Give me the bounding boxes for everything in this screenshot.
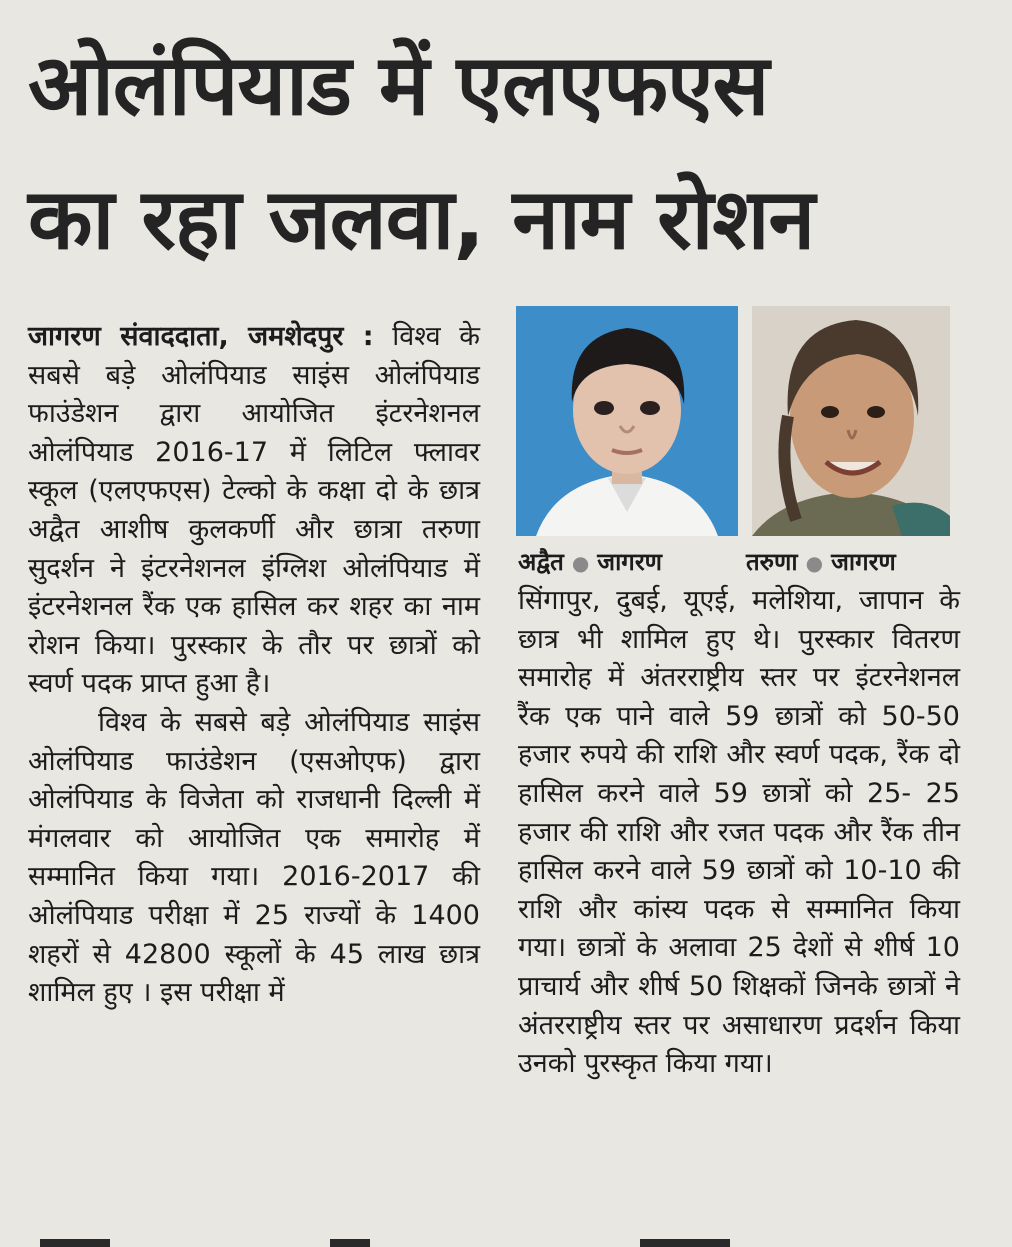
caption-credit: जागरण <box>597 548 662 576</box>
article-column-right <box>518 582 960 1084</box>
article-paragraph-1: विश्व के सबसे बड़े ओलंपियाड साइंस ओलंपियाड फाउंडेशन द्वारा आयोजित इंटरनेशनल ओलंपियाड 2016-17 में लिटिल फ्लावर स्कूल (एलएफएस) टेल्को के कक्षा दो के छात्र अद्वैत आशीष कुलकर्णी और छात्रा तरुणा सुदर्शन ने इंटरनेशनल इंग्लिश ओलंपियाड में इंटरनेशनल रैंक एक हासिल कर शहर का नाम रोशन किया। पुरस्कार के तौर पर छात्रों को स्वर्ण पदक प्राप्त हुआ है। <box>28 321 481 700</box>
article-paragraph-2: विश्व के सबसे बड़े ओलंपियाड साइंस ओलंपियाड फाउंडेशन (एसओएफ) द्वारा ओलंपियाड के विजेता को राजधानी दिल्ली में मंगलवार को आयोजित एक समारोह में सम्मानित किया गया। 2016-2017 की ओलंपियाड परीक्षा में 25 राज्यों के 1400 शहरों से 42800 स्कूलों के 45 लाख छात्र शामिल हुए । इस परीक्षा में <box>28 706 480 1009</box>
photo-advait <box>516 306 738 536</box>
caption-taruna <box>746 545 896 580</box>
headline <box>28 18 988 286</box>
bullet-icon: ● <box>571 551 590 575</box>
photo-taruna <box>752 306 950 536</box>
headline-line-2: का रहा जलवा, नाम रोशन <box>28 170 815 268</box>
article-paragraph-3: सिंगापुर, दुबई, यूएई, मलेशिया, जापान के छात्र भी शामिल हुए थे। पुरस्कार वितरण समारोह में अंतरराष्ट्रीय स्तर पर इंटरनेशनल रैंक एक पाने वाले 59 छात्रों को 50-50 हजार रुपये की राशि और स्वर्ण पदक, रैंक दो हासिल करने वाले 59 छात्रों को 25- 25 हजार की राशि और रजत पदक और रैंक तीन हासिल करने वाले 59 छात्रों को 10-10 की राशि और कांस्य पदक से सम्मानित किया गया। छात्रों के अलावा 25 देशों से शीर्ष 10 प्राचार्य और शीर्ष 50 शिक्षकों जिनके छात्रों ने अंतरराष्ट्रीय स्तर पर असाधारण प्रदर्शन किया उनको पुरस्कृत किया गया। <box>518 585 960 1080</box>
dateline: जागरण संवाददाता, जमशेदपुर : <box>28 321 374 352</box>
caption-advait <box>518 545 662 580</box>
caption-name: अद्वैत <box>518 548 564 576</box>
boy-portrait-image <box>516 306 738 536</box>
page-edge-marks <box>0 1233 1012 1247</box>
caption-credit: जागरण <box>831 548 896 576</box>
girl-portrait-image <box>752 306 950 536</box>
headline-line-1: ओलंपियाड में एलएफएस <box>28 36 769 134</box>
bullet-icon: ● <box>805 551 824 575</box>
photo-captions <box>518 545 958 579</box>
article-column-left <box>28 318 480 1013</box>
caption-name: तरुणा <box>746 548 798 576</box>
